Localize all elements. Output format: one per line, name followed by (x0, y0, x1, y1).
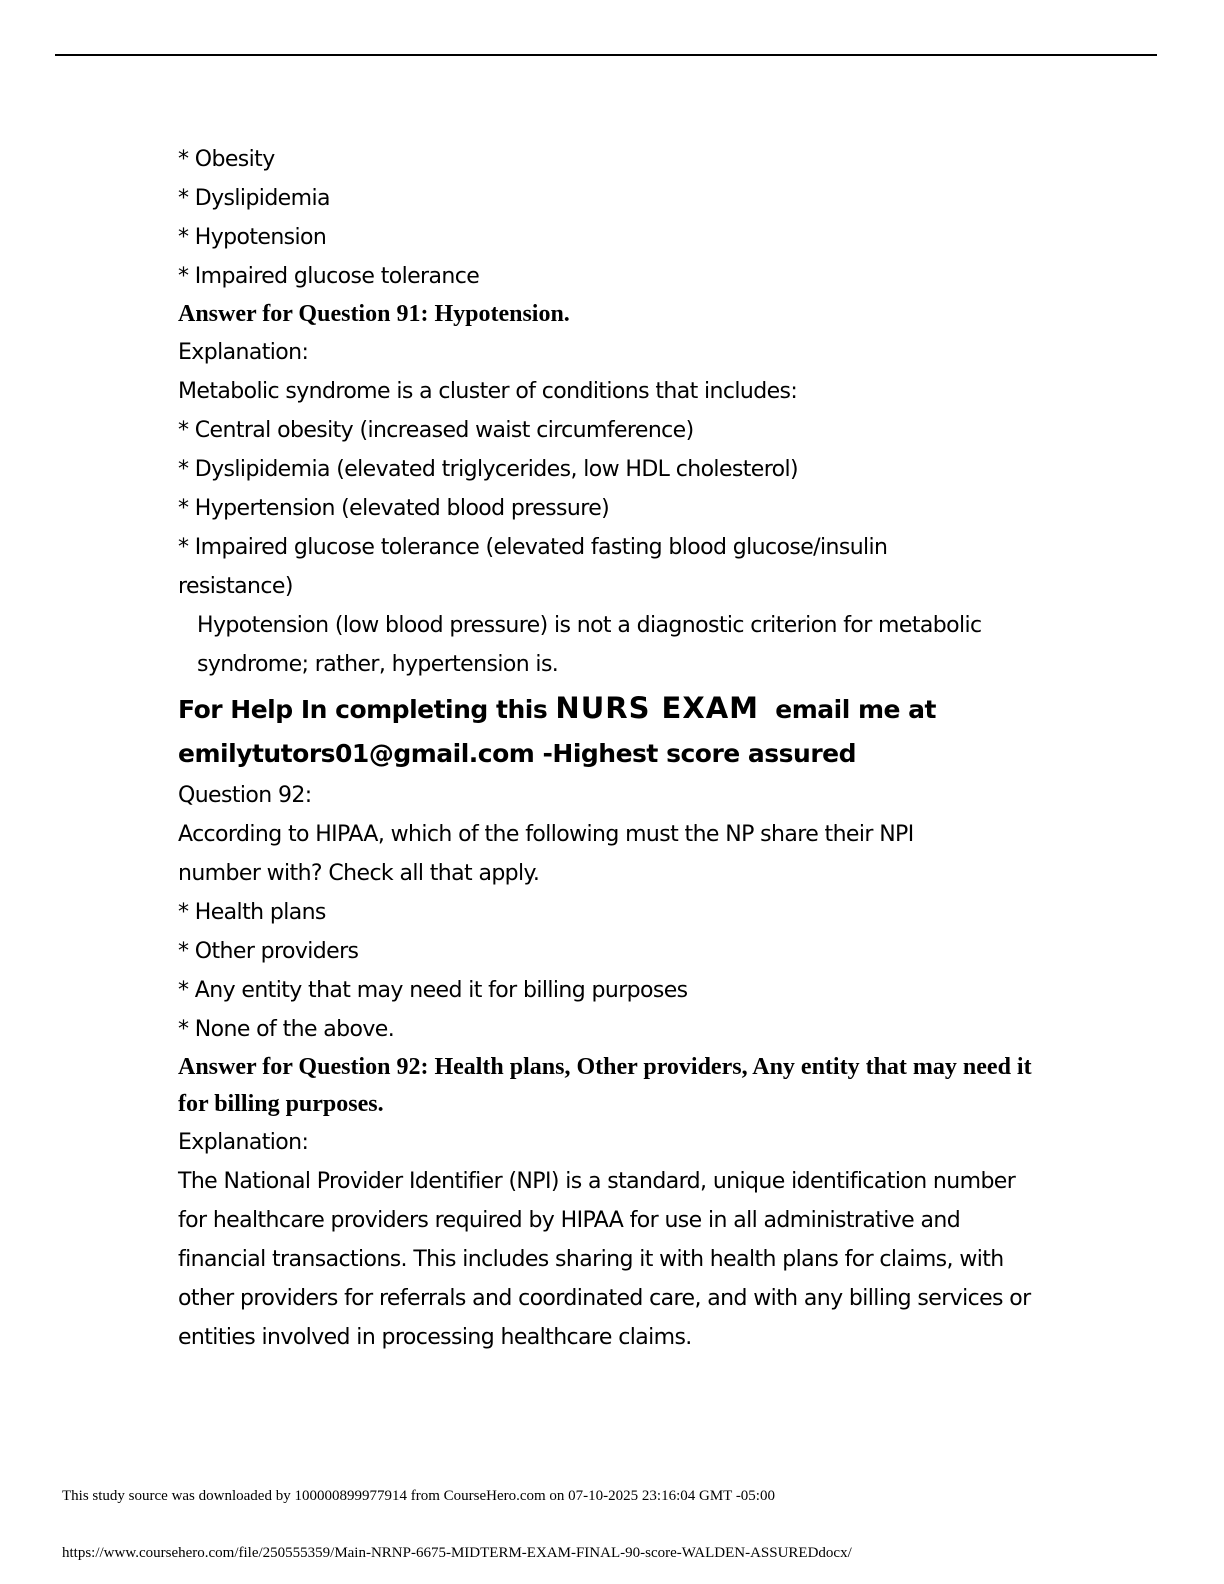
q91-option-impaired-glucose: * Impaired glucose tolerance (178, 264, 480, 289)
q91-criterion-glucose: * Impaired glucose tolerance (elevated fasting blood glucose/insulin resistance) (178, 535, 888, 599)
document-body (178, 140, 1058, 1357)
download-note: This study source was downloaded by 100000899977914 from CourseHero.com on 07-10-2025 23:16:04 GMT -05:00 (62, 1488, 775, 1504)
promo-prefix: For Help In completing this (178, 695, 548, 724)
q91-criterion-dyslipidemia: * Dyslipidemia (elevated triglycerides, low HDL cholesterol) (178, 457, 799, 482)
q91-conclusion: Hypotension (low blood pressure) is not a diagnostic criterion for metabolic syndrome; rather, hypertension is. (197, 613, 982, 677)
q92-label: Question 92: (178, 783, 312, 808)
q92-explanation: The National Provider Identifier (NPI) is a standard, unique identification number for healthcare providers required by HIPAA for use in all administrative and financial transactions. This includes sharing it with health plans for claims, with other providers for referrals and coordinated care, and with any billing services or entities involved in processing healthcare claims. (178, 1169, 1031, 1350)
q91-option-dyslipidemia: * Dyslipidemia (178, 186, 330, 211)
promo-email-line: emilytutors01@gmail.com -Highest score assured (178, 739, 857, 768)
promo-line-1 (178, 686, 1058, 732)
q92-option-health-plans: * Health plans (178, 900, 326, 925)
q92-option-other-providers: * Other providers (178, 939, 359, 964)
q92-option-none: * None of the above. (178, 1017, 395, 1042)
q91-criterion-central-obesity: * Central obesity (increased waist circumference) (178, 418, 694, 443)
promo-exam: NURS EXAM (555, 691, 760, 725)
q92-question: According to HIPAA, which of the following must the NP share their NPI number with? Check all that apply. (178, 822, 914, 886)
q92-option-billing-entity: * Any entity that may need it for billing purposes (178, 978, 688, 1003)
source-url: https://www.coursehero.com/file/250555359/Main-NRNP-6675-MIDTERM-EXAM-FINAL-90-score-WALDEN-ASSUREDdocx/ (62, 1545, 852, 1561)
q92-explanation-label: Explanation: (178, 1130, 309, 1155)
header-rule (55, 54, 1157, 56)
q91-answer: Answer for Question 91: Hypotension. (178, 301, 570, 327)
q92-answer: Answer for Question 92: Health plans, Other providers, Any entity that may need it for billing purposes. (178, 1054, 1032, 1117)
q91-option-hypotension: * Hypotension (178, 225, 327, 250)
q91-explanation-intro: Metabolic syndrome is a cluster of conditions that includes: (178, 379, 798, 404)
q91-criterion-hypertension: * Hypertension (elevated blood pressure) (178, 496, 610, 521)
help-promo (178, 686, 1058, 776)
promo-suffix: email me at (775, 695, 936, 724)
q91-option-obesity: * Obesity (178, 147, 275, 172)
q91-explanation-label: Explanation: (178, 340, 309, 365)
